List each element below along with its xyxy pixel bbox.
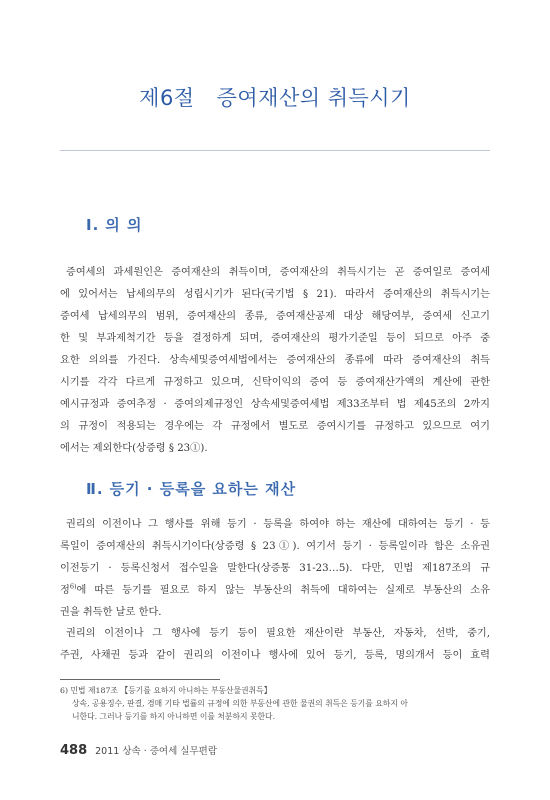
chapter-title (0, 82, 550, 112)
book-title: 2011 상속 · 증여세 실무편람 (95, 746, 218, 757)
footnote-line: 니한다. 그러나 등기를 하지 아니하면 이를 처분하지 못한다. (72, 712, 276, 721)
paragraph-line: 시기를 각각 다르게 규정하고 있으며, 신탁이익의 증여 등 증여재산가액의 계산에 관한 (60, 377, 490, 388)
footnotes (60, 684, 490, 723)
paragraph-line: 예시규정과 증여추정 · 증여의제규정인 상속세및증여세법 제33조부터 법 제45조의 2까지 (60, 399, 490, 410)
chapter-title-text: 증여재산의 취득시기 (216, 86, 411, 110)
section-title: 의 의 (105, 216, 143, 234)
chapter-number: 제6절 (139, 86, 195, 110)
footnote-divider (60, 679, 220, 680)
paragraph-line: 한 및 부과제척기간 등을 결정하게 되며, 증여재산의 평가기준일 등이 되므로 아주 중 (60, 333, 490, 344)
section-1-paragraph (60, 262, 490, 460)
paragraph-line: 록일이 증여재산의 취득시기이다(상증령 § 23①). 여기서 등기 · 등록일이라 함은 소유권 (60, 541, 490, 552)
paragraph-line-with-footnote: 정$^{6)}$에 따른 등기를 필요로 하지 않는 부동산의 취득에 대하여는 실제로 부동산의 소유 (60, 582, 490, 596)
paragraph-line: 에서는 제외한다(상증령 § 23①). (60, 443, 208, 454)
title-divider (60, 150, 490, 151)
footnote-line: 상속, 공용징수, 판결, 경매 기타 법률의 규정에 의한 부동산에 관한 물권의 취득은 등기를 요하지 아 (72, 699, 408, 708)
page-footer (60, 739, 217, 758)
section-numeral: Ⅱ. (86, 480, 104, 498)
section-numeral: Ⅰ. (86, 216, 100, 234)
section-2-paragraph-1 (60, 514, 490, 624)
paragraph-line: 권리의 이전이나 그 행사에 등기 등이 필요한 재산이란 부동산, 자동차, 선박, 중기, (66, 628, 490, 639)
paragraph-line: 증여세의 과세원인은 증여재산의 취득이며, 증여재산의 취득시기는 곧 증여일로 증여세 (66, 267, 490, 278)
paragraph-line: 권리의 이전이나 그 행사를 위해 등기 · 등록을 하여야 하는 재산에 대하여는 등기 · 등 (66, 519, 490, 530)
paragraph-line: 에 있어서는 납세의무의 성립시기가 된다(국기법 § 21). 따라서 증여재산의 취득시기는 (60, 289, 490, 300)
paragraph-line: 증여세 납세의무의 범위, 증여재산의 종류, 증여재산공제 대상 해당여부, 증여세 신고기 (60, 311, 490, 322)
paragraph-line: 이전등기 · 등록신청서 접수일을 말한다(상증통 31-23…5). 다만, 민법 제187조의 규 (60, 563, 490, 574)
paragraph-line: 권을 취득한 날로 한다. (60, 607, 162, 618)
footnote-marker: 6) (69, 582, 77, 591)
paragraph-line: 요한 의의를 가진다. 상속세및증여세법에서는 증여재산의 종류에 따라 증여재산의 취득 (60, 355, 490, 366)
page-number: 488 (60, 743, 88, 758)
footnote-line: 6) 민법 제187조 【등기를 요하지 아니하는 부동산물권취득】 (60, 686, 272, 695)
section-heading-2 (86, 478, 296, 499)
section-heading-1 (86, 214, 142, 235)
paragraph-line: 주권, 사채권 등과 같이 권리의 이전이나 행사에 있어 등기, 등록, 명의개서 등이 효력 (60, 650, 490, 661)
section-title: 등기 · 등록을 요하는 재산 (109, 480, 297, 498)
paragraph-line: 의 규정이 적용되는 경우에는 각 규정에서 별도로 증여시기를 규정하고 있으므로 여기 (60, 421, 490, 432)
section-2-paragraph-2 (60, 623, 490, 667)
